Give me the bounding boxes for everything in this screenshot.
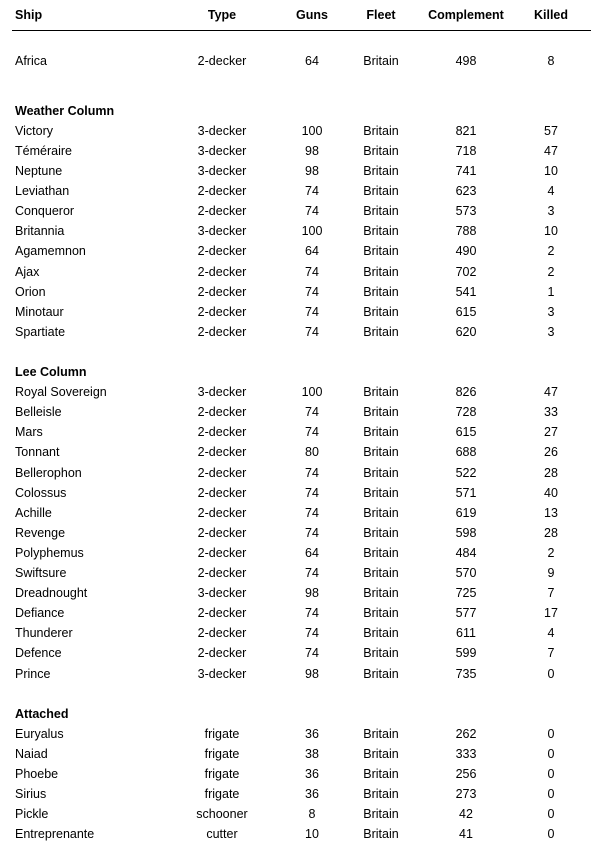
table-row	[0, 141, 600, 161]
ship-complement: 688	[455, 445, 477, 460]
ship-type: frigate	[204, 787, 240, 802]
ship-complement: 611	[456, 626, 476, 641]
ship-complement: 522	[455, 465, 477, 480]
ship-fleet: Britain	[363, 827, 399, 842]
ship-complement: 598	[455, 525, 477, 540]
table-row	[0, 201, 600, 221]
ship-complement: 573	[455, 204, 477, 219]
table-row	[0, 282, 600, 302]
ship-killed: 33	[544, 405, 558, 420]
ship-killed: 0	[547, 827, 555, 842]
ship-name: Leviathan	[15, 184, 70, 199]
ship-type: 2-decker	[197, 626, 247, 641]
ship-complement: 623	[455, 184, 477, 199]
ship-complement: 41	[459, 827, 473, 842]
section-title: Lee Column	[15, 365, 87, 380]
ship-name: Revenge	[15, 525, 66, 540]
ship-type: 3-decker	[197, 143, 247, 158]
ship-complement: 821	[455, 123, 477, 138]
ship-type: frigate	[204, 746, 240, 761]
ship-type: 2-decker	[197, 566, 247, 581]
ship-killed: 3	[547, 304, 555, 319]
ship-name: Téméraire	[15, 143, 72, 158]
ship-fleet: Britain	[363, 224, 399, 239]
ship-name: Naiad	[15, 746, 48, 761]
table-row	[0, 804, 600, 824]
table-row	[0, 583, 600, 603]
ship-guns: 36	[305, 726, 319, 741]
ship-fleet: Britain	[363, 284, 399, 299]
ship-guns: 100	[301, 385, 323, 400]
ship-fleet: Britain	[363, 646, 399, 661]
ship-fleet: Britain	[363, 304, 399, 319]
ship-complement: 571	[455, 485, 477, 500]
ship-killed: 2	[547, 264, 555, 279]
ship-complement: 577	[455, 606, 477, 621]
ship-name: Euryalus	[15, 726, 64, 741]
ship-fleet: Britain	[363, 485, 399, 500]
ship-fleet: Britain	[363, 184, 399, 199]
ship-guns: 100	[301, 123, 323, 138]
ship-type: 2-decker	[197, 405, 247, 420]
ship-type: 3-decker	[197, 123, 247, 138]
ship-type: 2-decker	[197, 304, 247, 319]
table-row	[0, 664, 600, 684]
table-row	[0, 442, 600, 462]
ship-complement: 42	[459, 807, 473, 822]
ship-killed: 2	[547, 244, 555, 259]
table-row	[0, 262, 600, 282]
ship-guns: 74	[305, 324, 319, 339]
ship-killed: 28	[544, 465, 558, 480]
ship-name: Sirius	[15, 787, 47, 802]
ship-killed: 1	[547, 284, 555, 299]
ship-complement: 615	[455, 304, 477, 319]
ship-guns: 98	[305, 143, 319, 158]
header-killed: Killed	[533, 8, 569, 22]
ship-guns: 74	[305, 405, 319, 420]
ship-type: 3-decker	[197, 224, 247, 239]
table-row	[0, 241, 600, 261]
ship-guns: 74	[305, 566, 319, 581]
ship-killed: 13	[544, 505, 558, 520]
ship-complement: 498	[455, 53, 477, 68]
ship-name: Neptune	[15, 164, 63, 179]
header-complement: Complement	[428, 8, 504, 22]
ship-complement: 484	[455, 545, 477, 560]
ship-guns: 36	[305, 787, 319, 802]
ship-type: 2-decker	[197, 606, 247, 621]
ship-fleet: Britain	[363, 666, 399, 681]
ship-name: Tonnant	[15, 445, 60, 460]
ship-type: 2-decker	[197, 244, 247, 259]
table-header	[12, 8, 591, 31]
ship-fleet: Britain	[363, 143, 399, 158]
ship-guns: 74	[305, 465, 319, 480]
ship-type: 2-decker	[197, 646, 247, 661]
table-row	[0, 764, 600, 784]
ship-name: Bellerophon	[15, 465, 82, 480]
ship-type: frigate	[204, 767, 240, 782]
ship-name: Defiance	[15, 606, 65, 621]
ship-complement: 741	[455, 164, 477, 179]
ship-name: Conqueror	[15, 204, 75, 219]
ship-fleet: Britain	[363, 385, 399, 400]
ship-type: 2-decker	[197, 204, 247, 219]
ship-type: schooner	[196, 807, 248, 822]
ship-fleet: Britain	[363, 244, 399, 259]
ship-type: 2-decker	[197, 324, 247, 339]
table-row	[0, 563, 600, 583]
table-row	[0, 422, 600, 442]
ship-name: Pickle	[15, 807, 49, 822]
ship-fleet: Britain	[363, 746, 399, 761]
ship-killed: 7	[547, 586, 555, 601]
table-row	[0, 51, 600, 71]
table-row	[0, 161, 600, 181]
table-row	[0, 463, 600, 483]
ship-fleet: Britain	[363, 566, 399, 581]
ship-guns: 74	[305, 505, 319, 520]
ship-type: 2-decker	[197, 425, 247, 440]
ship-type: 2-decker	[197, 264, 247, 279]
ship-guns: 80	[305, 445, 319, 460]
ship-fleet: Britain	[363, 204, 399, 219]
ship-complement: 570	[455, 566, 477, 581]
table-row	[0, 483, 600, 503]
section-title: Attached	[15, 706, 69, 721]
ship-killed: 10	[544, 164, 558, 179]
ship-type: 2-decker	[197, 184, 247, 199]
ship-killed: 2	[547, 545, 555, 560]
ship-name: Dreadnought	[15, 586, 88, 601]
ship-guns: 38	[305, 746, 319, 761]
ship-fleet: Britain	[363, 525, 399, 540]
ship-guns: 100	[301, 224, 323, 239]
ship-killed: 47	[544, 143, 558, 158]
ship-name: Achille	[15, 505, 52, 520]
ship-fleet: Britain	[363, 505, 399, 520]
ship-killed: 0	[547, 666, 555, 681]
table-row	[0, 643, 600, 663]
ship-killed: 40	[544, 485, 558, 500]
table-row	[0, 221, 600, 241]
ship-fleet: Britain	[363, 545, 399, 560]
ship-guns: 10	[305, 827, 319, 842]
ship-name: Prince	[15, 666, 51, 681]
table-row	[0, 543, 600, 563]
header-ship: Ship	[15, 8, 43, 22]
ship-type: 2-decker	[197, 525, 247, 540]
ship-fleet: Britain	[363, 767, 399, 782]
ship-guns: 74	[305, 304, 319, 319]
ship-name: Africa	[15, 53, 47, 68]
ship-killed: 27	[544, 425, 558, 440]
ship-killed: 3	[547, 324, 555, 339]
table-row	[0, 824, 600, 844]
ship-killed: 0	[547, 726, 555, 741]
ship-name: Agamemnon	[15, 244, 86, 259]
ship-killed: 4	[547, 626, 555, 641]
ship-fleet: Britain	[363, 606, 399, 621]
ship-type: 2-decker	[197, 485, 247, 500]
ship-name: Polyphemus	[15, 545, 84, 560]
table-row	[0, 623, 600, 643]
ship-killed: 4	[547, 184, 555, 199]
ship-fleet: Britain	[363, 586, 399, 601]
table-row	[0, 744, 600, 764]
ship-killed: 10	[544, 224, 558, 239]
ship-type: 3-decker	[197, 164, 247, 179]
ship-fleet: Britain	[363, 465, 399, 480]
ship-complement: 718	[455, 143, 477, 158]
ship-name: Entreprenante	[15, 827, 95, 842]
ship-type: 2-decker	[197, 465, 247, 480]
table-row	[0, 784, 600, 804]
table-row	[0, 402, 600, 422]
ship-complement: 728	[455, 405, 477, 420]
header-fleet: Fleet	[366, 8, 396, 22]
ship-guns: 36	[305, 767, 319, 782]
table-row	[0, 121, 600, 141]
ship-complement: 273	[455, 787, 477, 802]
ship-guns: 74	[305, 626, 319, 641]
ship-guns: 74	[305, 525, 319, 540]
ship-fleet: Britain	[363, 123, 399, 138]
ship-killed: 0	[547, 787, 555, 802]
ship-killed: 3	[547, 204, 555, 219]
section-title: Weather Column	[15, 103, 115, 118]
ship-guns: 74	[305, 425, 319, 440]
ship-fleet: Britain	[363, 264, 399, 279]
ship-fleet: Britain	[363, 626, 399, 641]
ship-name: Ajax	[15, 264, 40, 279]
ship-fleet: Britain	[363, 726, 399, 741]
ship-name: Royal Sovereign	[15, 385, 107, 400]
table-row	[0, 322, 600, 342]
ship-guns: 74	[305, 284, 319, 299]
ship-fleet: Britain	[363, 164, 399, 179]
header-guns: Guns	[296, 8, 328, 22]
ship-killed: 9	[547, 566, 555, 581]
ship-type: 2-decker	[197, 545, 247, 560]
table-row	[0, 382, 600, 402]
ship-name: Thunderer	[15, 626, 73, 641]
ship-fleet: Britain	[363, 787, 399, 802]
ship-guns: 64	[305, 545, 319, 560]
ship-killed: 28	[544, 525, 558, 540]
ship-type: frigate	[204, 726, 240, 741]
ship-guns: 74	[305, 264, 319, 279]
ship-name: Phoebe	[15, 767, 59, 782]
ship-type: cutter	[206, 827, 238, 842]
table-row	[0, 181, 600, 201]
ship-name: Mars	[15, 425, 43, 440]
ship-name: Swiftsure	[15, 566, 67, 581]
ship-fleet: Britain	[363, 405, 399, 420]
ship-complement: 256	[455, 767, 477, 782]
ship-complement: 541	[455, 284, 477, 299]
ship-killed: 0	[547, 807, 555, 822]
ship-fleet: Britain	[363, 807, 399, 822]
ship-complement: 262	[455, 726, 477, 741]
table-row	[0, 724, 600, 744]
ship-name: Britannia	[15, 224, 65, 239]
ship-killed: 8	[547, 53, 555, 68]
ship-fleet: Britain	[363, 53, 399, 68]
ship-name: Belleisle	[15, 405, 62, 420]
ship-complement: 619	[455, 505, 477, 520]
ship-name: Minotaur	[15, 304, 64, 319]
table-row	[0, 523, 600, 543]
ship-fleet: Britain	[363, 425, 399, 440]
ship-guns: 98	[305, 666, 319, 681]
ship-name: Spartiate	[15, 324, 66, 339]
ship-killed: 0	[547, 767, 555, 782]
ship-guns: 74	[305, 485, 319, 500]
ship-complement: 826	[455, 385, 477, 400]
ship-guns: 74	[305, 606, 319, 621]
ship-fleet: Britain	[363, 324, 399, 339]
ship-complement: 620	[455, 324, 477, 339]
ship-complement: 490	[455, 244, 477, 259]
ship-guns: 74	[305, 646, 319, 661]
ship-complement: 702	[455, 264, 477, 279]
ship-killed: 7	[547, 646, 555, 661]
ship-type: 3-decker	[197, 666, 247, 681]
ship-complement: 788	[455, 224, 477, 239]
ship-guns: 74	[305, 184, 319, 199]
ship-type: 2-decker	[197, 445, 247, 460]
table-row	[0, 503, 600, 523]
ship-name: Orion	[15, 284, 46, 299]
ship-type: 3-decker	[197, 586, 247, 601]
ship-fleet: Britain	[363, 445, 399, 460]
ship-type: 3-decker	[197, 385, 247, 400]
ship-complement: 725	[455, 586, 477, 601]
ship-guns: 8	[308, 807, 316, 822]
header-type: Type	[207, 8, 237, 22]
ship-guns: 74	[305, 204, 319, 219]
ship-name: Colossus	[15, 485, 67, 500]
ship-guns: 64	[305, 244, 319, 259]
ship-type: 2-decker	[197, 505, 247, 520]
table-row	[0, 302, 600, 322]
ship-name: Victory	[15, 123, 53, 138]
ship-killed: 0	[547, 746, 555, 761]
ship-name: Defence	[15, 646, 62, 661]
ship-complement: 333	[455, 746, 477, 761]
ship-complement: 599	[455, 646, 477, 661]
ship-killed: 17	[544, 606, 558, 621]
ship-killed: 57	[544, 123, 558, 138]
ship-type: 2-decker	[197, 53, 247, 68]
ship-killed: 26	[544, 445, 558, 460]
table-row	[0, 603, 600, 623]
ship-type: 2-decker	[197, 284, 247, 299]
ship-guns: 64	[305, 53, 319, 68]
ship-guns: 98	[305, 586, 319, 601]
ship-killed: 47	[544, 385, 558, 400]
ship-complement: 735	[455, 666, 477, 681]
ship-complement: 615	[455, 425, 477, 440]
ship-guns: 98	[305, 164, 319, 179]
